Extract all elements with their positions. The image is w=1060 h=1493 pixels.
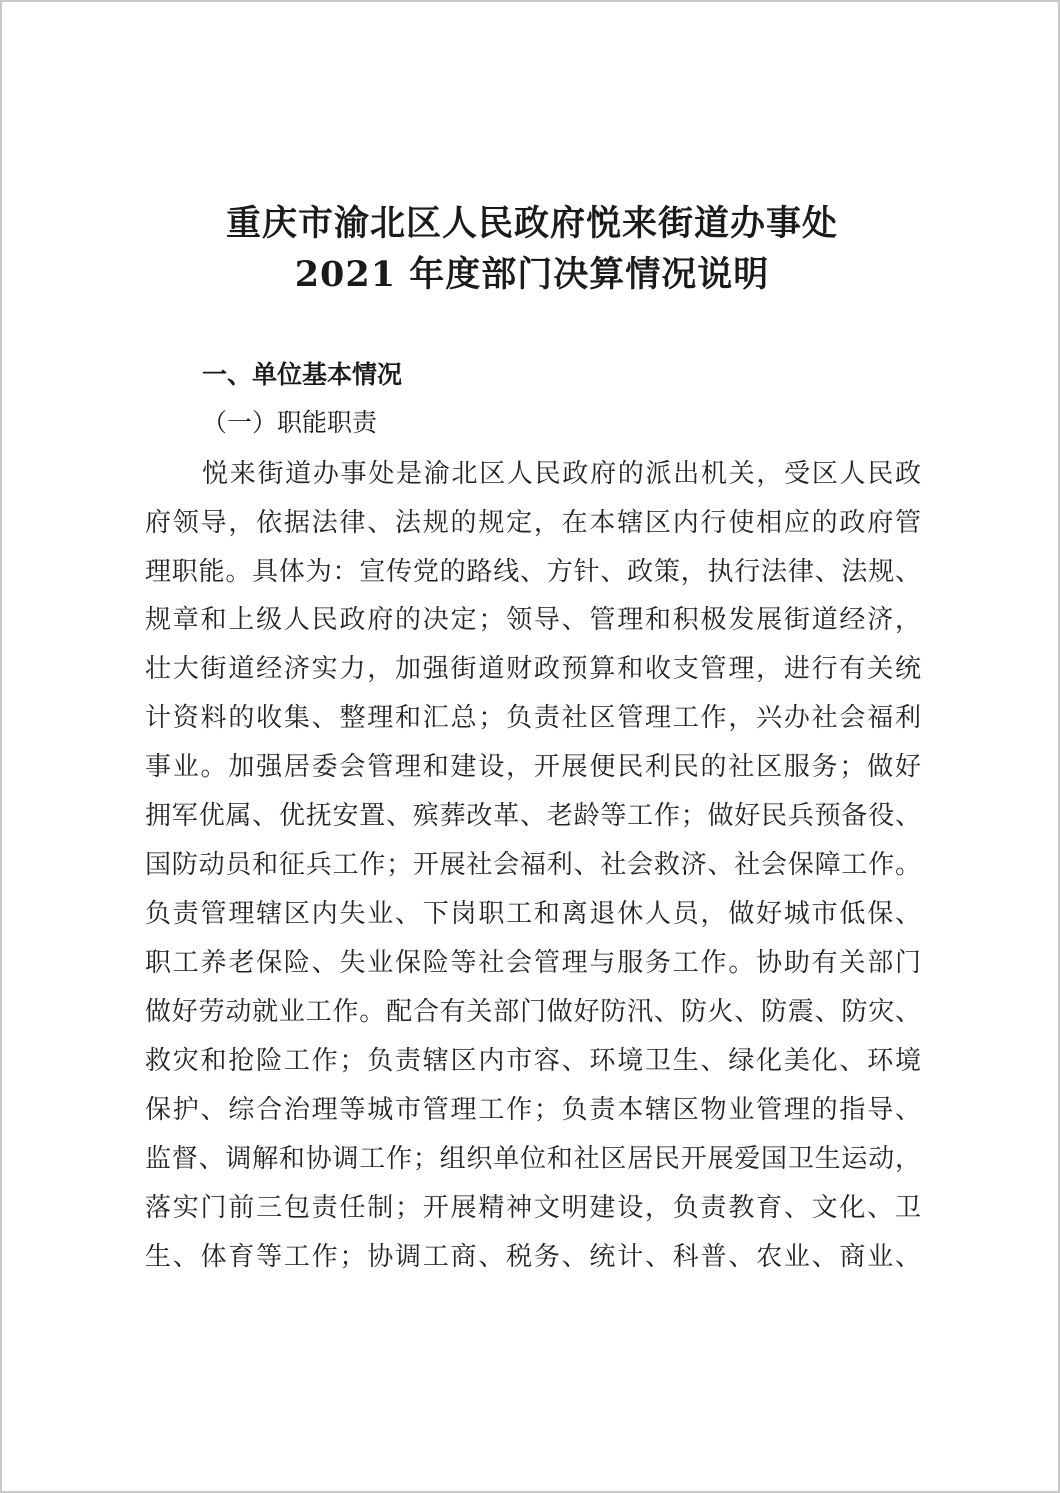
section-heading: 一、单位基本情况	[202, 360, 403, 389]
paragraph-line: 做好劳动就业工作。配合有关部门做好防汛、防火、防震、防灾、	[145, 997, 921, 1027]
paragraph-line: 计资料的收集、整理和汇总；负责社区管理工作，兴办社会福利	[145, 703, 921, 733]
document-title-line-1: 重庆市渝北区人民政府悦来街道办事处	[225, 203, 838, 244]
paragraph-line: 悦来街道办事处是渝北区人民政府的派出机关，受区人民政	[202, 459, 921, 489]
document-title-line-2: 2021 年度部门决算情况说明	[294, 254, 770, 295]
paragraph-line: 壮大街道经济实力，加强街道财政预算和收支管理，进行有关统	[145, 654, 921, 684]
paragraph-line: 负责管理辖区内失业、下岗职工和离退休人员，做好城市低保、	[145, 899, 921, 929]
paragraph-line: 事业。加强居委会管理和建设，开展便民利民的社区服务；做好	[145, 752, 921, 782]
paragraph-line: 府领导，依据法律、法规的规定，在本辖区内行使相应的政府管	[145, 508, 921, 538]
paragraph-line: 监督、调解和协调工作；组织单位和社区居民开展爱国卫生运动，	[145, 1144, 921, 1174]
paragraph-line: 职工养老保险、失业保险等社会管理与服务工作。协助有关部门	[145, 948, 921, 978]
paragraph-line: 拥军优属、优抚安置、殡葬改革、老龄等工作；做好民兵预备役、	[145, 801, 921, 831]
paragraph-line: 保护、综合治理等城市管理工作；负责本辖区物业管理的指导、	[145, 1095, 921, 1125]
paragraph-line: 理职能。具体为：宣传党的路线、方针、政策，执行法律、法规、	[145, 557, 921, 587]
sub-heading: （一）职能职责	[202, 408, 378, 437]
paragraph-line: 生、体育等工作；协调工商、税务、统计、科普、农业、商业、	[145, 1242, 921, 1272]
paragraph-line: 规章和上级人民政府的决定；领导、管理和积极发展街道经济，	[145, 605, 921, 635]
paragraph-line: 救灾和抢险工作；负责辖区内市容、环境卫生、绿化美化、环境	[145, 1046, 921, 1076]
paragraph-line: 落实门前三包责任制；开展精神文明建设，负责教育、文化、卫	[145, 1193, 921, 1223]
paragraph-line: 国防动员和征兵工作；开展社会福利、社会救济、社会保障工作。	[145, 850, 921, 880]
